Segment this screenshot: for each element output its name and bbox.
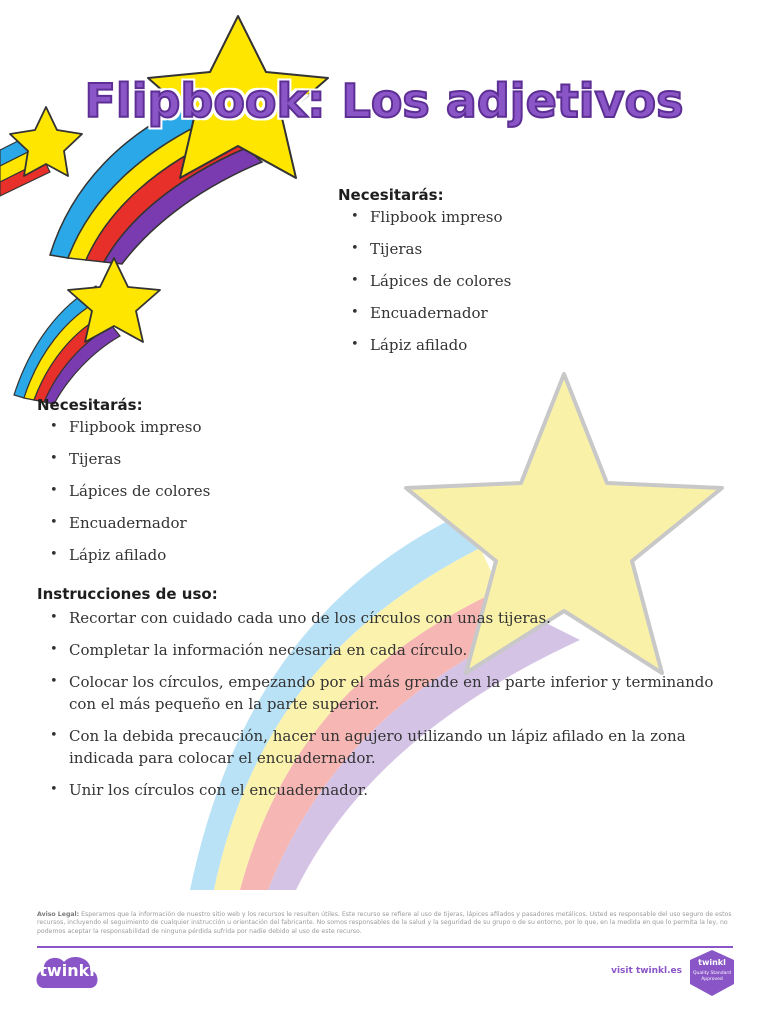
- legal-notice: [37, 911, 733, 936]
- legal-text: Esperamos que la información de nuestro sitio web y los recursos le resulten útiles. Este recurso se refiere al uso de tijeras, lápices afilados y pasadores metálicos. Usted es responsable del uso seguro de estos recursos, incluyendo el seguimiento de cualquier instrucción u orientación del fabricante. No somos responsables de la salud y la seguridad de su grupo o de su entorno, por lo que, en la medida en que lo permita la ley, no podemos aceptar la responsabilidad de ninguna pérdida sufrida por nadie debido al uso de este recurso.: [37, 911, 732, 935]
- list-item: • Con la debida precaución, hacer un agujero utilizando un lápiz afilado en la zona indicada para colocar el encuadernador.: [37, 725, 737, 769]
- list-item: • Recortar con cuidado cada uno de los círculos con unas tijeras.: [37, 607, 737, 629]
- list-item: • Flipbook impreso: [338, 206, 638, 228]
- needs-section: [338, 186, 638, 356]
- list-item: • Completar la información necesaria en cada círculo.: [37, 639, 737, 661]
- needs-section-repeat: [37, 396, 357, 566]
- list-item: • Unir los círculos con el encuadernador.: [37, 779, 737, 801]
- list-item: • Lápiz afilado: [338, 334, 638, 356]
- legal-label: Aviso Legal:: [37, 911, 80, 918]
- list-item: • Lápiz afilado: [37, 544, 357, 566]
- instructions-heading: Instrucciones de uso:: [37, 585, 218, 603]
- list-item: • Colocar los círculos, empezando por el más grande en la parte inferior y terminando con el más pequeño en la parte superior.: [37, 671, 737, 715]
- instructions-list: [37, 607, 737, 801]
- list-item: • Flipbook impreso: [37, 416, 357, 438]
- needs-heading-repeat: Necesitarás:: [37, 396, 143, 414]
- visit-link[interactable]: visit twinkl.es: [611, 966, 682, 976]
- list-item: • Lápices de colores: [338, 270, 638, 292]
- footer-divider: [37, 946, 733, 948]
- needs-list-repeat: [37, 416, 357, 566]
- quality-badge: [690, 950, 734, 994]
- list-item: • Tijeras: [338, 238, 638, 260]
- list-item: • Lápices de colores: [37, 480, 357, 502]
- list-item: • Encuadernador: [37, 512, 357, 534]
- instructions-section: [37, 585, 737, 801]
- badge-subtitle: Quality Standard Approved: [693, 971, 731, 982]
- badge-title: twinkl: [698, 958, 726, 967]
- needs-heading: Necesitarás:: [338, 186, 444, 204]
- twinkl-logo-text: twinkl: [39, 961, 95, 980]
- list-item: • Encuadernador: [338, 302, 638, 324]
- list-item: • Tijeras: [37, 448, 357, 470]
- twinkl-logo[interactable]: [37, 955, 97, 989]
- page-title: Flipbook: Los adjetivos: [84, 74, 684, 128]
- needs-list: [338, 206, 638, 356]
